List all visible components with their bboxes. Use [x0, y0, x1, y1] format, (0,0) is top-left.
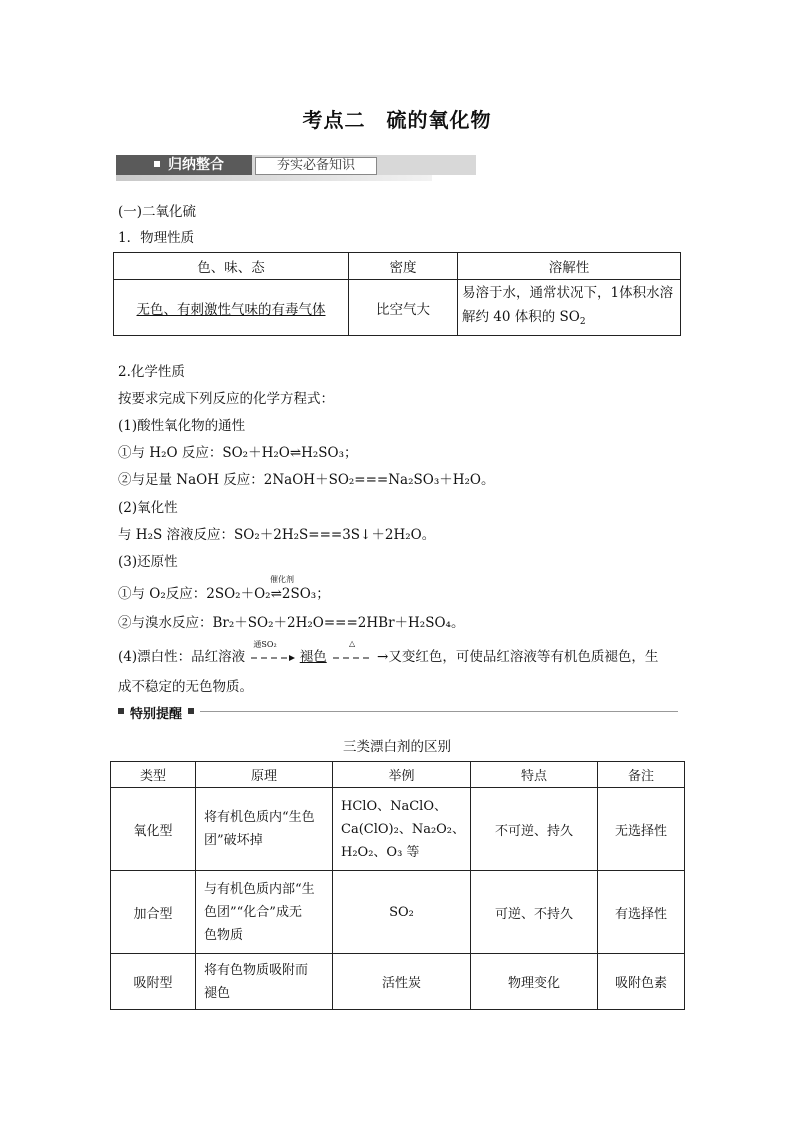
table-cell: 无色、有刺激性气味的有毒气体: [114, 280, 349, 336]
table-header: 特点: [471, 762, 598, 788]
table-cell: 易溶于水，通常状况下，1体积水溶 解约 40 体积的 $SO_2$: [458, 280, 681, 336]
table-row: 氧化型 将有机色质内“生色 团”破坏掉 HClO、NaClO、 Ca(ClO)₂、Na₂O₂、 H₂O₂、O₃ 等 不可逆、持久 无选择性: [111, 788, 685, 871]
banner-main: [116, 155, 252, 175]
table-header: 备注: [598, 762, 685, 788]
bleach-comparison-table: [110, 761, 685, 1010]
section-heading: (一)二氧化硫: [118, 204, 197, 220]
oxidation-heading: (2)氧化性: [118, 500, 178, 516]
special-tip-bar: [118, 703, 678, 722]
bleach-line-2: 成不稳定的无色物质。: [118, 679, 253, 695]
bleach-line: (4)漂白性：品红溶液 通SO₂ 褪色 △ →又变红色，可使品红溶液等有机色质褪色，生: [118, 638, 659, 665]
reduction-equation-1: ①与 O₂反应：2SO₂＋O₂⇌2SO₃；: [118, 586, 330, 602]
phys-heading: 1．物理性质: [118, 230, 195, 246]
table-row: 吸附型 将有色物质吸附而 褪色 活性炭 物理变化 吸附色素: [111, 954, 685, 1010]
tip-square-icon: [118, 708, 124, 714]
section-banner: [116, 155, 432, 181]
page-title: 考点二 硫的氧化物: [302, 108, 492, 132]
table-row: 加合型 与有机色质内部“生 色团”“化合”成无 色物质 SO₂ 可逆、不持久 有选择性: [111, 871, 685, 954]
chem-intro: 按要求完成下列反应的化学方程式：: [118, 391, 334, 407]
oxidation-equation: 与 H₂S 溶液反应：SO₂＋2H₂S===3S↓＋2H₂O。: [118, 527, 436, 543]
tip-label: 特别提醒: [130, 707, 183, 722]
arrow-icon: △: [349, 638, 356, 648]
reduction-equation-2: ②与溴水反应：Br₂＋SO₂＋2H₂O===2HBr＋H₂SO₄。: [118, 615, 465, 631]
table-header: 原理: [196, 762, 333, 788]
banner-sublabel: 夯实必备知识: [255, 157, 377, 175]
acid-equation-1: ①与 H₂O 反应：SO₂＋H₂O⇌H₂SO₃；: [118, 445, 358, 461]
banner-label: 归纳整合: [168, 157, 224, 173]
banner-square-icon: [154, 161, 160, 167]
reduction-heading: (3)还原性: [118, 554, 178, 570]
acid-heading: (1)酸性氧化物的通性: [118, 418, 246, 434]
catalyst-label: 催化剂: [270, 575, 294, 584]
physical-properties-table: [113, 252, 681, 336]
table-caption: 三类漂白剂的区别: [343, 739, 451, 755]
table-header: 密度: [349, 253, 458, 280]
table-header: 类型: [111, 762, 196, 788]
table-header: 举例: [333, 762, 471, 788]
chem-heading: 2.化学性质: [118, 364, 185, 380]
arrow-icon: 通SO₂: [249, 651, 295, 665]
table-header: 色、味、态: [114, 253, 349, 280]
acid-equation-2: ②与足量 NaOH 反应：2NaOH＋SO₂===Na₂SO₃＋H₂O。: [118, 472, 495, 488]
table-header: 溶解性: [458, 253, 681, 280]
table-cell: 比空气大: [349, 280, 458, 336]
tip-square-icon: [188, 708, 194, 714]
